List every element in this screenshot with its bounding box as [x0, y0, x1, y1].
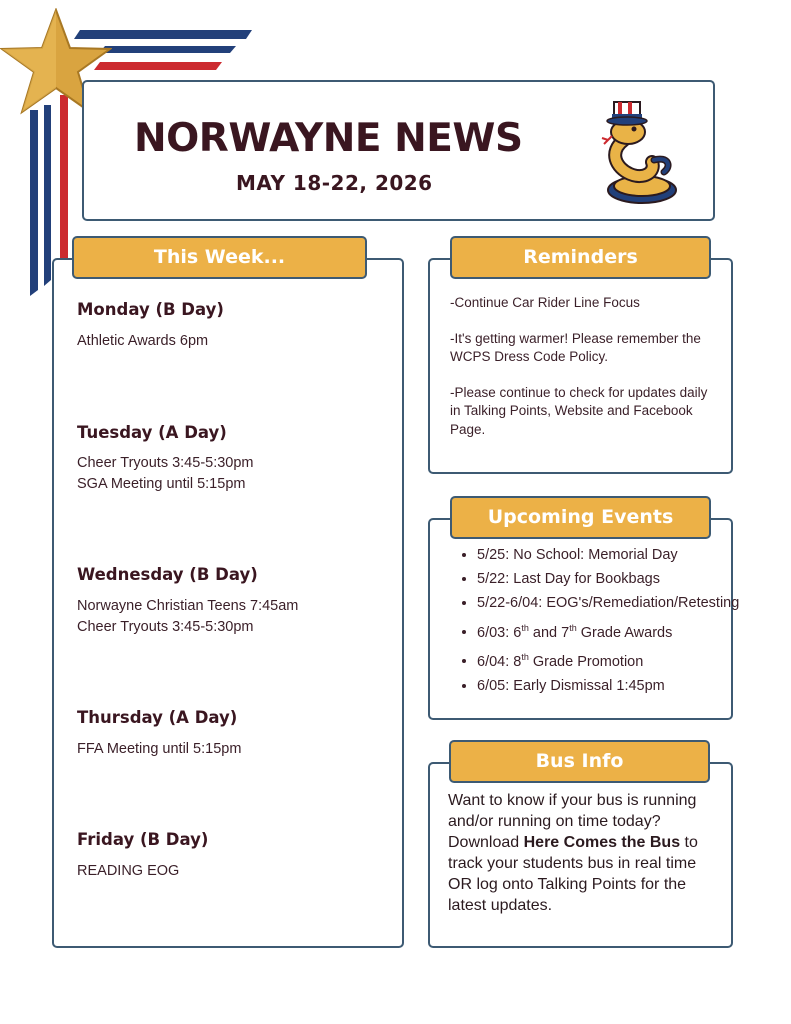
reminder-item: -Continue Car Rider Line Focus [450, 295, 640, 310]
app-name: Here Comes the Bus [523, 834, 681, 851]
bus-info-line1: Want to know if your bus is running and/or running on time today? [448, 792, 697, 830]
day-heading-thursday: Thursday (A Day) [77, 708, 238, 727]
reminder-item: -Please continue to check for updates daily in Talking Points, Website and Facebook Page. [450, 384, 708, 437]
day-events-tuesday: Cheer Tryouts 3:45-5:30pm SGA Meeting until 5:15pm [77, 455, 254, 492]
list-item: • 6/05: Early Dismissal 1:45pm [477, 674, 747, 698]
day-heading-friday: Friday (B Day) [77, 830, 209, 849]
snake-mascot-icon [598, 94, 682, 208]
list-item: • 5/25: No School: Memorial Day [477, 543, 747, 567]
list-item: • 6/03: 6th and 7th Grade Awards [477, 616, 747, 645]
list-item: • 5/22: Last Day for Bookbags [477, 567, 747, 591]
day-events-friday: READING EOG [77, 863, 180, 879]
day-events-monday: Athletic Awards 6pm [77, 333, 209, 349]
upcoming-events-tab: Upcoming Events [450, 496, 711, 539]
bus-info-text: Want to know if your bus is running and/or running on time today? Download Here Comes the Bus to track your students bus in real time OR log onto Talking Points for the latest updates. [448, 792, 698, 914]
day-heading-monday: Monday (B Day) [77, 300, 224, 319]
day-events-thursday: FFA Meeting until 5:15pm [77, 741, 242, 757]
date-range: MAY 18-22, 2026 [236, 171, 433, 195]
reminders-tab: Reminders [450, 236, 711, 279]
day-heading-wednesday: Wednesday (B Day) [77, 565, 258, 584]
day-events-wednesday: Norwayne Christian Teens 7:45am Cheer Tryouts 3:45-5:30pm [77, 598, 299, 635]
page-title: NORWAYNE NEWS [134, 116, 523, 161]
reminders-list [450, 294, 718, 456]
this-week-tab: This Week... [72, 236, 367, 279]
list-item: • 5/22-6/04: EOG's/Remediation/Retesting [477, 591, 747, 615]
list-item: • 6/04: 8th Grade Promotion [477, 645, 747, 674]
bus-info-tab: Bus Info [449, 740, 710, 783]
upcoming-events-list [455, 543, 747, 698]
reminder-item: -It's getting warmer! Please remember the WCPS Dress Code Policy. [450, 330, 701, 364]
day-heading-tuesday: Tuesday (A Day) [77, 423, 227, 442]
